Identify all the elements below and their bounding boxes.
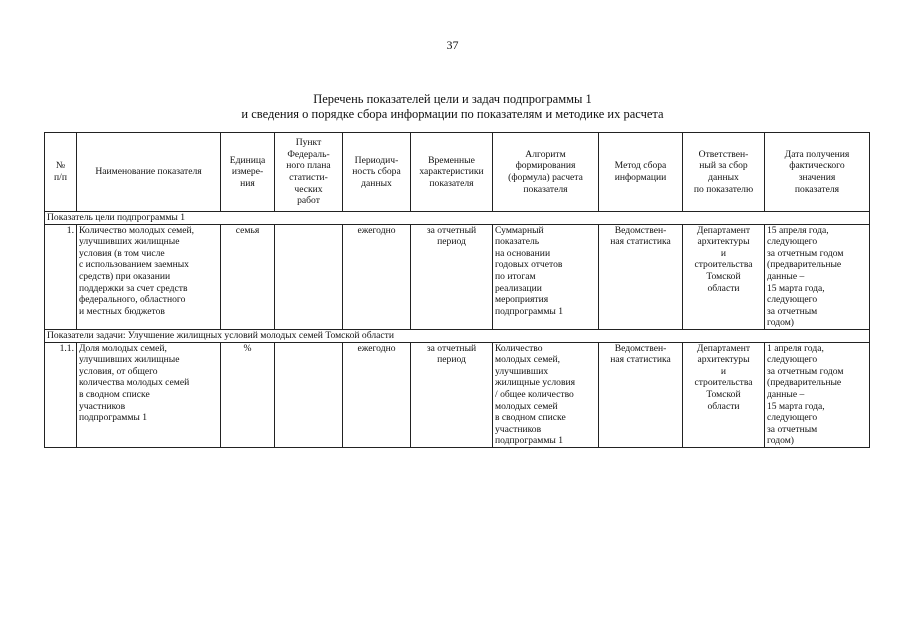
section-row — [45, 212, 870, 225]
text-line: Томской — [706, 388, 741, 400]
text-line: фактического — [789, 160, 845, 172]
cell-algorithm — [493, 224, 599, 329]
table-header-row — [45, 133, 870, 212]
text-line: и — [720, 365, 727, 377]
text-line: за отчетный — [426, 224, 477, 236]
text-line: за отчетным — [767, 305, 818, 317]
text-line: (предварительные — [767, 259, 842, 271]
text-line: Алгоритм — [525, 148, 566, 160]
cell-federal-plan — [275, 342, 343, 447]
section-title: Показатели задачи: Улучшение жилищных условий молодых семей Томской области — [45, 329, 870, 342]
text-line: ный за сбор — [699, 160, 748, 172]
text-line: значения — [798, 172, 836, 183]
text-line: показателя — [523, 183, 568, 195]
text-line: улучшивших жилищные — [79, 236, 180, 248]
text-line: области — [707, 282, 740, 294]
text-line: ная статистика — [610, 354, 671, 366]
cell-num: 1. — [45, 224, 77, 329]
text-line: Департамент — [696, 224, 751, 236]
text-line: данные – — [767, 388, 805, 400]
text-line: Суммарный — [495, 224, 544, 236]
text-line: данные – — [767, 270, 805, 282]
text-line: 1 апреля года, — [767, 342, 824, 354]
text-line: условия, от общего — [79, 365, 158, 377]
text-line: формирования — [515, 160, 576, 172]
text-line: федерального, областного — [79, 294, 186, 306]
text-line: архитектуры — [697, 236, 750, 248]
text-line: мероприятия — [495, 294, 549, 306]
text-line: количества молодых семей — [79, 377, 190, 389]
text-line: годовых отчетов — [495, 259, 563, 271]
text-line: информации — [614, 172, 667, 183]
text-line: показатель — [495, 236, 540, 248]
text-line: Пункт — [295, 137, 322, 149]
text-line: за отчетным годом — [767, 247, 844, 259]
text-line: с использованием заемных — [79, 259, 189, 271]
cell-responsible — [683, 224, 765, 329]
text-line: Департамент — [696, 342, 751, 354]
cell-periodicity: ежегодно — [343, 224, 411, 329]
text-line: следующего — [767, 294, 818, 306]
text-line: / общее количество — [495, 388, 574, 400]
text-line: поддержки за счет средств — [79, 282, 188, 294]
cell-unit: % — [221, 342, 275, 447]
cell-method — [599, 224, 683, 329]
text-line: в сводном списке — [79, 388, 150, 400]
cell-periodicity: ежегодно — [343, 342, 411, 447]
header-federal-plan — [275, 133, 343, 212]
cell-unit: семья — [221, 224, 275, 329]
text-line: условия (в том числе — [79, 247, 165, 259]
text-line: период — [437, 354, 466, 366]
text-line: Томской — [706, 270, 741, 282]
page-number: 37 — [446, 38, 459, 52]
text-line: молодых семей — [495, 400, 558, 412]
text-line: средств) при оказании — [79, 270, 171, 282]
text-line: реализации — [495, 282, 542, 294]
text-line: Периодич- — [354, 154, 399, 166]
text-line: участников — [79, 400, 126, 412]
text-line: Наименование показателя — [95, 166, 202, 178]
text-line: следующего — [767, 412, 818, 424]
header-unit — [221, 133, 275, 212]
text-line: жилищные условия — [495, 377, 576, 389]
text-line: области — [707, 400, 740, 412]
text-line: Федераль- — [287, 148, 330, 160]
text-line: за отчетным — [767, 423, 818, 435]
text-line: ная статистика — [610, 236, 671, 248]
text-line: данных — [361, 177, 392, 189]
text-line: подпрограммы 1 — [79, 412, 148, 424]
section-title: Показатель цели подпрограммы 1 — [45, 212, 870, 225]
cell-name — [77, 224, 221, 329]
text-line: за отчетным годом — [767, 365, 844, 377]
text-line: Количество молодых семей, — [79, 224, 195, 236]
section-row — [45, 329, 870, 342]
header-date — [765, 133, 870, 212]
text-line: годом) — [767, 317, 794, 329]
text-line: 15 апреля года, — [767, 224, 829, 236]
cell-time-characteristics — [411, 224, 493, 329]
title-line-1: Перечень показателей цели и задач подпрограммы 1 — [313, 92, 592, 106]
text-line: строительства — [694, 377, 753, 389]
text-line: ность сбора — [352, 166, 401, 178]
cell-date — [765, 342, 870, 447]
text-line: за отчетный — [426, 342, 477, 354]
text-line: подпрограммы 1 — [495, 305, 564, 317]
text-line: (формула) расчета — [508, 172, 583, 183]
document-title — [0, 92, 905, 122]
text-line: молодых семей, — [495, 354, 561, 366]
text-line: ного плана — [286, 160, 331, 172]
text-line: Ведомствен- — [614, 342, 667, 354]
cell-name — [77, 342, 221, 447]
text-line: Ведомствен- — [614, 224, 667, 236]
cell-federal-plan — [275, 224, 343, 329]
title-line-2: и сведения о порядке сбора информации по показателям и методике их расчета — [241, 107, 664, 121]
text-line: улучшивших жилищные — [79, 354, 180, 366]
header-responsible — [683, 133, 765, 212]
table-row — [45, 342, 870, 447]
text-line: измере- — [231, 166, 264, 178]
cell-date — [765, 224, 870, 329]
header-time-characteristics — [411, 133, 493, 212]
text-line: годом) — [767, 435, 794, 447]
text-line: Единица — [229, 154, 266, 166]
text-line: характеристики — [419, 166, 484, 178]
text-line: строительства — [694, 259, 753, 271]
text-line: работ — [297, 195, 320, 207]
text-line: следующего — [767, 236, 818, 248]
table-row — [45, 224, 870, 329]
cell-method — [599, 342, 683, 447]
text-line: Доля молодых семей, — [79, 342, 167, 354]
text-line: 15 марта года, — [767, 400, 825, 412]
text-line: п/п — [54, 172, 67, 183]
text-line: улучшивших — [495, 365, 549, 377]
text-line: на основании — [495, 247, 551, 259]
text-line: ния — [240, 177, 255, 189]
text-line: архитектуры — [697, 354, 750, 366]
text-line: данных — [708, 172, 739, 183]
text-line: и — [720, 247, 727, 259]
text-line: Временные — [428, 154, 475, 166]
cell-algorithm — [493, 342, 599, 447]
header-name — [77, 133, 221, 212]
text-line: № — [55, 160, 66, 172]
cell-responsible — [683, 342, 765, 447]
header-periodicity — [343, 133, 411, 212]
text-line: статисти- — [289, 172, 328, 183]
text-line: следующего — [767, 354, 818, 366]
text-line: подпрограммы 1 — [495, 435, 564, 447]
indicators-table — [44, 132, 870, 448]
text-line: участников — [495, 423, 542, 435]
text-line: в сводном списке — [495, 412, 566, 424]
header-num — [45, 133, 77, 212]
cell-num: 1.1. — [45, 342, 77, 447]
cell-time-characteristics — [411, 342, 493, 447]
text-line: (предварительные — [767, 377, 842, 389]
text-line: Дата получения — [784, 148, 850, 160]
text-line: 15 марта года, — [767, 282, 825, 294]
header-method — [599, 133, 683, 212]
text-line: Количество — [495, 342, 543, 354]
text-line: показателя — [794, 183, 840, 195]
header-algorithm — [493, 133, 599, 212]
text-line: показателя — [429, 177, 474, 189]
text-line: Ответствен- — [698, 148, 749, 160]
text-line: и местных бюджетов — [79, 305, 165, 317]
text-line: ческих — [294, 183, 323, 195]
text-line: период — [437, 236, 466, 248]
text-line: Метод сбора — [614, 160, 667, 172]
text-line: по показателю — [693, 183, 754, 195]
text-line: по итогам — [495, 270, 536, 282]
